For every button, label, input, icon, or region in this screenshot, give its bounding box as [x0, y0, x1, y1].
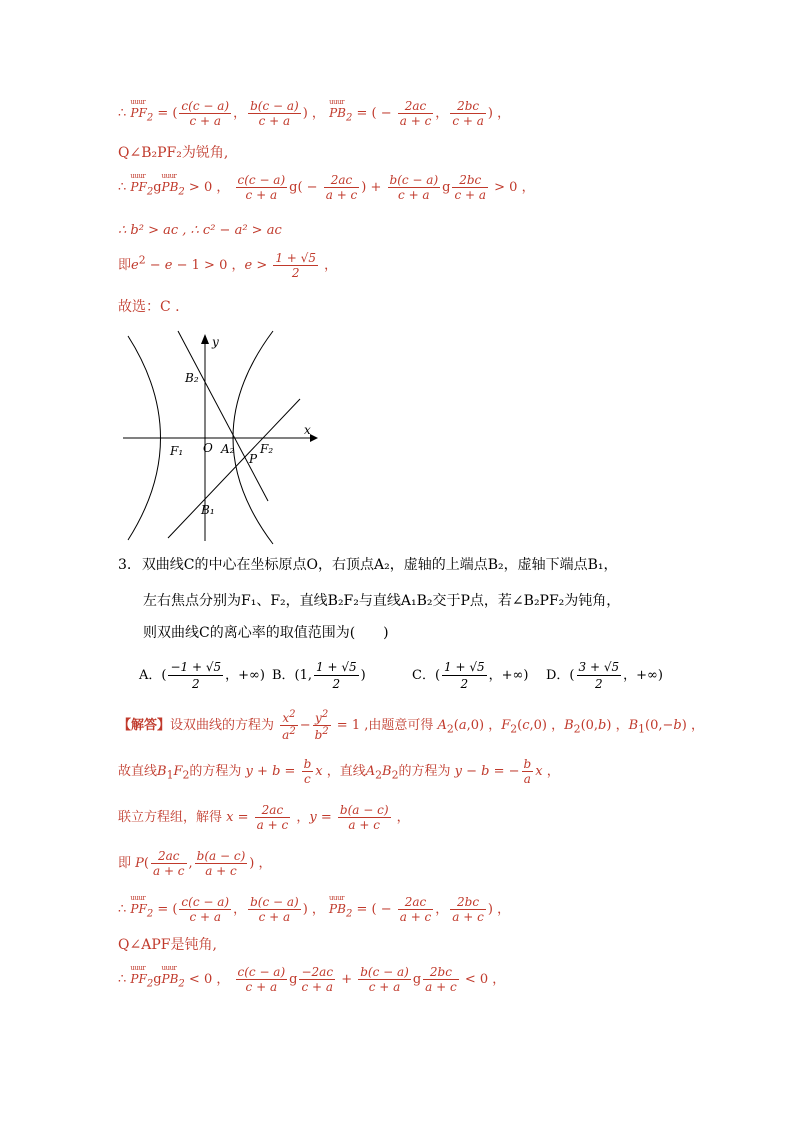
- answer-line-4: 即 P( $\frac{2ac}{a + c}$ , $\frac{b(a - c)}{a + c}$ ) ，: [118, 849, 272, 878]
- answer-line-7: ∴ uuur $PF_2g$ uuur $PB_2 < 0$ ， $\frac{c(c - a)}{c + a}$ g $\frac{-2ac}{c + a}$ + $\frac{b(c - a)}{c + a}$ g $\frac{2bc}{a + c}$ < 0 ，: [118, 964, 506, 994]
- option-d[interactable]: D．( $\frac{3 + √5}{2}$ ，+∞): [546, 660, 663, 691]
- solution-line-6: 故选：C .: [118, 299, 180, 315]
- option-c[interactable]: C．( $\frac{1 + √5}{2}$ ，+∞): [412, 660, 529, 691]
- hyperbola-figure: [118, 326, 338, 546]
- solution-line-3: ∴ uuur $PF_2g$ uuur $PB_2 > 0$ ， $\frac{c(c - a)}{c + a}$ g( − $\frac{2ac}{a + c}$ ) + $\frac{b(c - a)}{c + a}$ g $\frac{2bc}{c + a}$ > 0 ，: [118, 172, 535, 202]
- answer-line-3: 联立方程组，解得 x = $\frac{2ac}{a + c}$ ，y = $\frac{b(a - c)}{a + c}$ ，: [118, 803, 410, 832]
- answer-tag: 【解答】: [118, 718, 171, 733]
- label-y: y: [212, 335, 219, 349]
- answer-line-2: 故直线$B_1F_2$的方程为 y + b = $\frac{b}{c}$ x ，直线$A_2B_2$的方程为 y − b = − $\frac{b}{a}$ x ，: [118, 757, 560, 786]
- label-o: O: [203, 441, 213, 455]
- option-b[interactable]: B．(1, $\frac{1 + √5}{2}$ ): [272, 660, 366, 691]
- solution-line-4: ∴ b² > ac , ∴ c² − a² > ac: [118, 223, 282, 238]
- x-axis-arrow: [310, 434, 318, 442]
- answer-line-1: 【解答】设双曲线的方程为 $\frac{x^2}{a^2}$ − $\frac{y^2}{b^2}$ = 1 ,由题意可得 $A_2(a,0)$ ，$F_2(c,0)$ ，$B_2(0,b)$ ，$B_1(0,-b)$ ，: [118, 709, 704, 742]
- solution-line-2: Q∠B₂PF₂为锐角,: [118, 145, 229, 161]
- option-a[interactable]: A．( $\frac{-1 + √5}{2}$ ，+∞): [139, 660, 265, 691]
- label-p: P: [249, 452, 258, 466]
- question-line-3: 则双曲线C的离心率的取值范围为( ): [143, 625, 389, 641]
- answer-line-6: Q∠APF是钝角,: [118, 937, 217, 953]
- question-line-1: [118, 558, 618, 572]
- solution-line-5: 即$e^2 - e - 1 > 0$ ，e > $\frac{1 + √5}{2}$ ，: [118, 251, 338, 280]
- solution-line-1: ∴ uuur $PF_2$ = ( $\frac{c(c - a)}{c + a}$ ， $\frac{b(c - a)}{c + a}$ ) ， uuur $PB_2$ = ( − $\frac{2ac}{a + c}$ ， $\frac{2bc}{c + a}$ ) ，: [118, 98, 511, 128]
- line-b2-f2: [178, 331, 268, 501]
- label-f1: F₁: [170, 444, 184, 458]
- label-b2: B₂: [185, 371, 199, 385]
- question-text-1: 双曲线C的中心在坐标原点O，右顶点A₂，虚轴的上端点B₂，虚轴下端点B₁，: [141, 557, 618, 573]
- question-line-2: 左右焦点分别为F₁、F₂，直线B₂F₂与直线A₁B₂交于P点，若∠B₂PF₂为钝角，: [143, 593, 621, 609]
- question-number: 3.: [118, 557, 132, 573]
- label-b1: B₁: [201, 503, 215, 517]
- label-x: x: [304, 423, 311, 437]
- label-a2: A₂: [221, 442, 235, 456]
- label-f2: F₂: [260, 442, 274, 456]
- y-axis-arrow: [201, 334, 209, 344]
- answer-line-5: ∴ uuur $PF_2$ = ( $\frac{c(c - a)}{c + a}$ ， $\frac{b(c - a)}{c + a}$ ) ， uuur $PB_2$ = ( − $\frac{2ac}{a + c}$ ， $\frac{2bc}{a + c}$ ) ，: [118, 894, 511, 924]
